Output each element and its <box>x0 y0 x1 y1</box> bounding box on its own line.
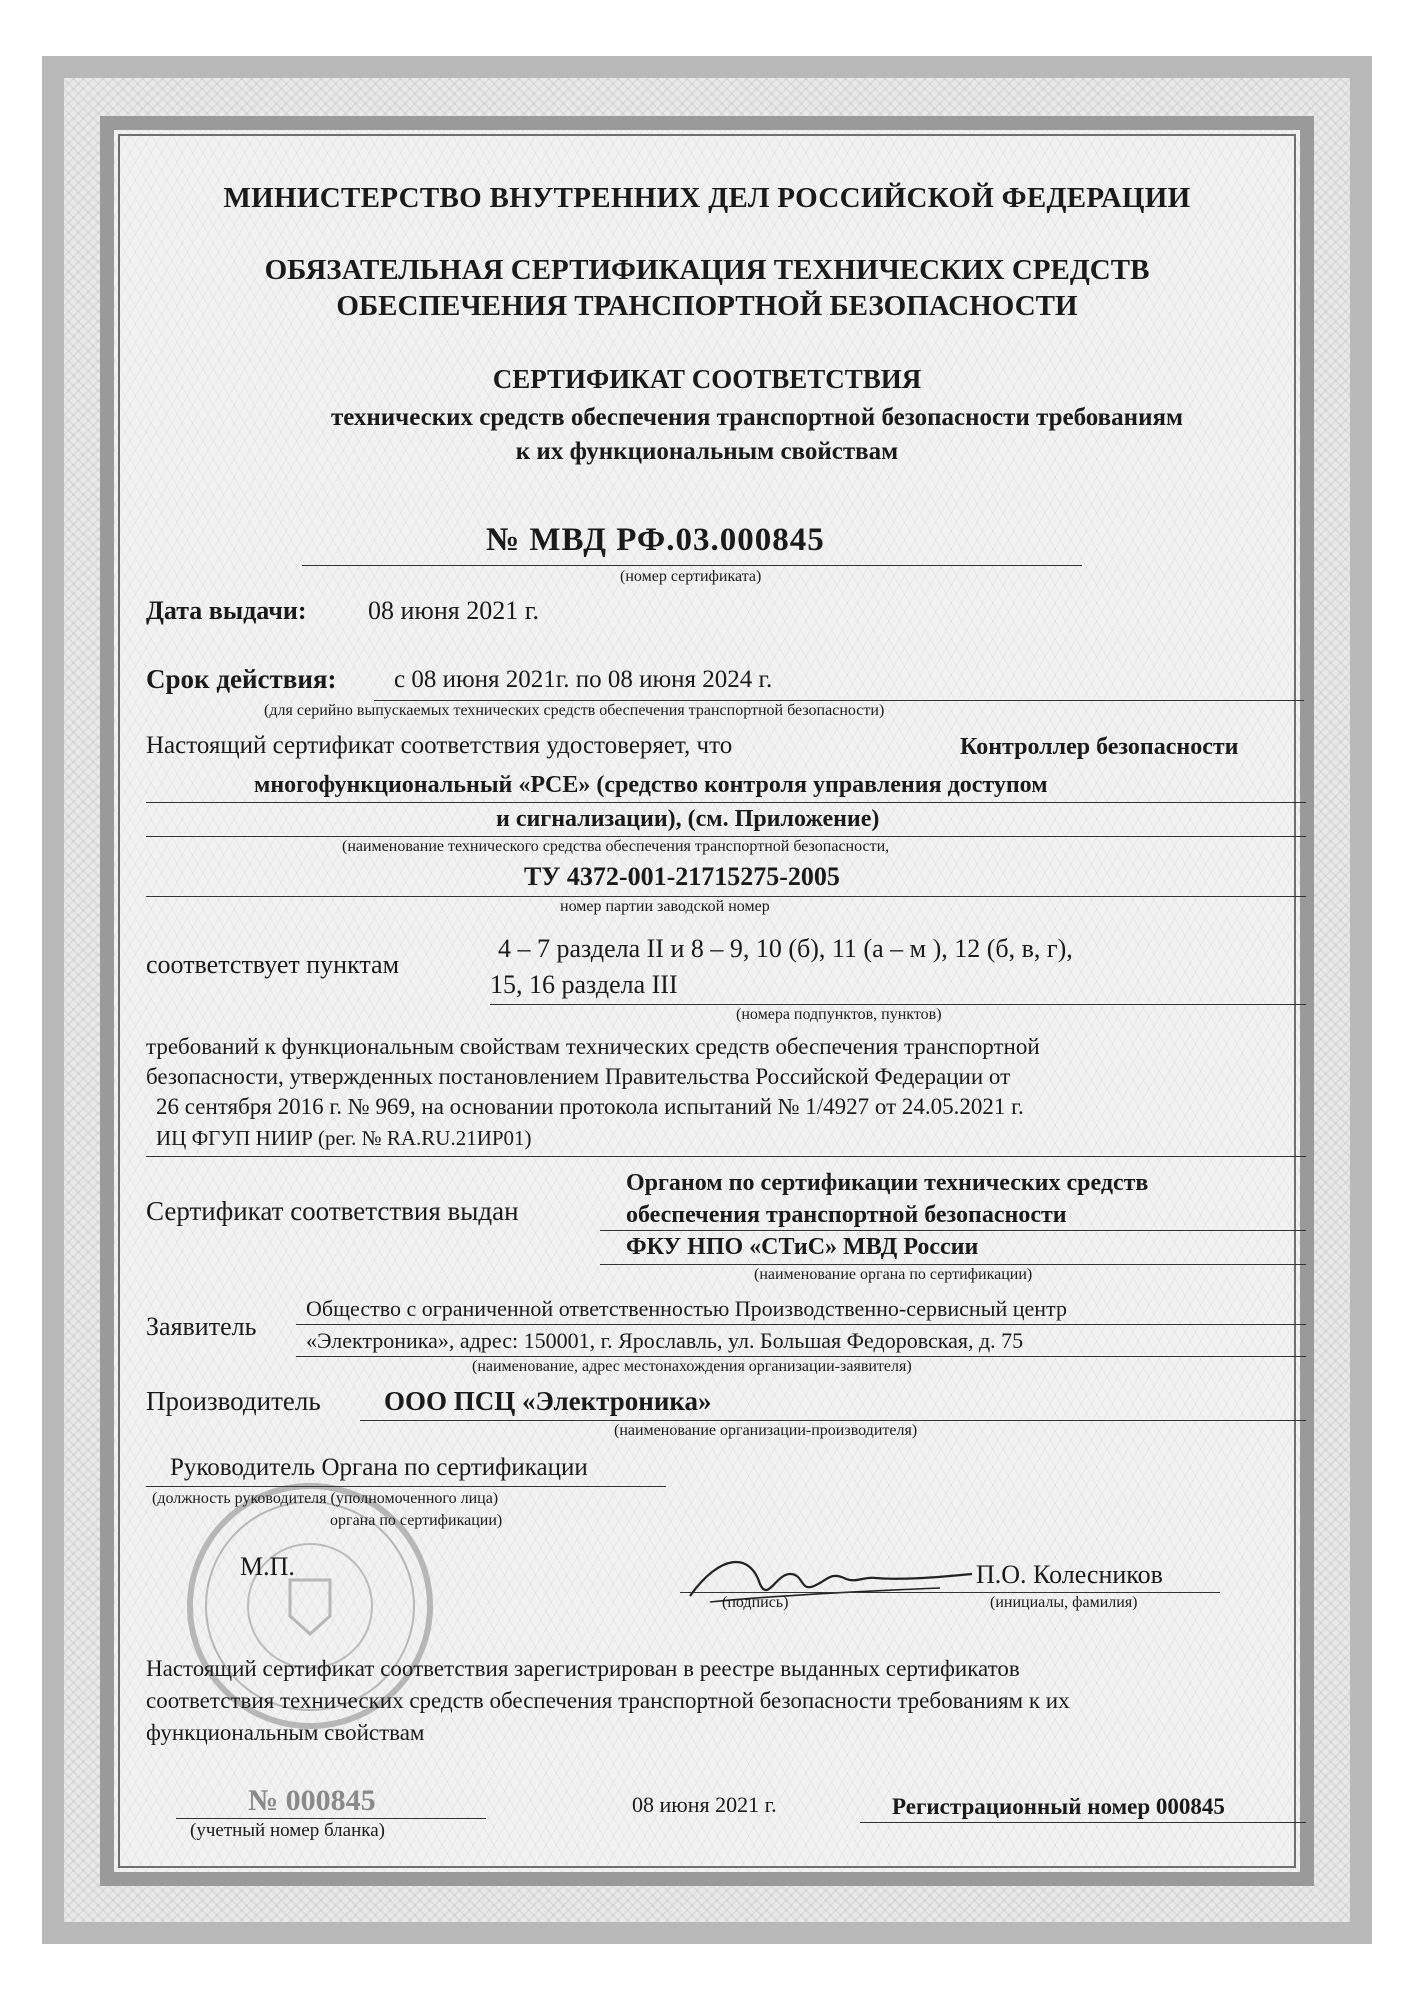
manufacturer-caption: (наименование организации-производителя) <box>614 1422 918 1439</box>
applicant-label: Заявитель <box>146 1312 257 1341</box>
requirements-line2: безопасности, утвержденных постановлением Правительства Российской Федерации от <box>146 1064 1011 1089</box>
issued-label: Сертификат соответствия выдан <box>146 1196 519 1226</box>
registered-line3: функциональным свойствам <box>146 1720 425 1745</box>
manufacturer-value: ООО ПСЦ «Электроника» <box>384 1386 712 1416</box>
underline <box>360 1420 1306 1421</box>
underline <box>146 1156 1306 1157</box>
product-caption: (наименование технического средства обеспечения транспортной безопасности, <box>342 838 890 855</box>
certificate-subtitle-line2: к их функциональным свойствам <box>515 438 899 465</box>
underline <box>296 1356 1306 1357</box>
applicant-line1: Общество с ограниченной ответственностью Производственно-сервисный центр <box>306 1296 1067 1321</box>
underline <box>860 1822 1306 1823</box>
points-caption: (номера подпунктов, пунктов) <box>736 1006 942 1023</box>
certificate-number: № МВД РФ.03.000845 <box>486 522 825 558</box>
registration-number: Регистрационный номер 000845 <box>892 1794 1225 1819</box>
requirements-line3: 26 сентября 2016 г. № 969, на основании протокола испытаний № 1/4927 от 24.05.2021 г. <box>156 1094 1024 1119</box>
underline <box>680 1592 1220 1593</box>
signature-caption: (подпись) <box>722 1594 789 1611</box>
underline <box>146 1486 666 1487</box>
issuer-line3: ФКУ НПО «СТиС» МВД России <box>626 1234 979 1260</box>
blank-number-caption: (учетный номер бланка) <box>190 1820 385 1841</box>
registered-line2: соответствия технических средств обеспечения транспортной безопасности требованиям к их <box>146 1688 1070 1713</box>
requirements-line1: требований к функциональным свойствам технических средств обеспечения транспортной <box>146 1034 1040 1059</box>
name-caption: (инициалы, фамилия) <box>990 1594 1138 1611</box>
issuer-caption: (наименование органа по сертификации) <box>754 1266 1033 1283</box>
certificate-title: СЕРТИФИКАТ СООТВЕТСТВИЯ <box>492 364 922 394</box>
registration-date: 08 июня 2021 г. <box>632 1792 777 1817</box>
registered-line1: Настоящий сертификат соответствия зарегистрирован в реестре выданных сертификатов <box>146 1656 1020 1681</box>
seal-place-mark: М.П. <box>240 1552 295 1581</box>
certification-heading-line1: ОБЯЗАТЕЛЬНАЯ СЕРТИФИКАЦИЯ ТЕХНИЧЕСКИХ СРЕДСТВ <box>264 254 1150 286</box>
tu-caption: номер партии заводской номер <box>560 898 770 915</box>
applicant-line2: «Электроника», адрес: 150001, г. Ярославль, ул. Большая Федоровская, д. 75 <box>306 1328 1024 1353</box>
blank-number: № 000845 <box>248 1784 376 1817</box>
issue-date: 08 июня 2021 г. <box>368 596 539 625</box>
certificate-subtitle-line1: технических средств обеспечения транспортной безопасности требованиям <box>330 404 1184 431</box>
ministry-heading: МИНИСТЕРСТВО ВНУТРЕННИХ ДЕЛ РОССИЙСКОЙ ФЕДЕРАЦИИ <box>223 182 1191 214</box>
validity-value: с 08 июня 2021г. по 08 июня 2024 г. <box>394 666 773 693</box>
validity-caption: (для серийно выпускаемых технических средств обеспечения транспортной безопасности) <box>264 702 885 719</box>
head-caption-line1: (должность руководителя (уполномоченного лица) <box>152 1490 499 1507</box>
issuer-line1: Органом по сертификации технических средств <box>626 1170 1149 1196</box>
certifies-text: Настоящий сертификат соответствия удостоверяет, что <box>146 732 733 759</box>
tu-number: ТУ 4372-001-21715275-2005 <box>524 862 840 891</box>
underline <box>146 836 1306 837</box>
manufacturer-label: Производитель <box>146 1386 321 1416</box>
product-line1: Контроллер безопасности <box>960 734 1239 760</box>
underline <box>146 802 1306 803</box>
issuer-line2: обеспечения транспортной безопасности <box>626 1202 1067 1228</box>
underline <box>176 1818 486 1819</box>
head-position: Руководитель Органа по сертификации <box>170 1454 588 1481</box>
conforms-label: соответствует пунктам <box>146 950 400 979</box>
underline <box>490 1004 1306 1005</box>
underline <box>302 565 1082 566</box>
underline <box>600 1230 1306 1231</box>
points-line1: 4 – 7 раздела II и 8 – 9, 10 (б), 11 (а – м ), 12 (б, в, г), <box>498 934 1073 963</box>
underline <box>146 896 1306 897</box>
points-line2: 15, 16 раздела III <box>490 970 678 999</box>
underline <box>600 1264 1306 1265</box>
head-caption-line2: органа по сертификации) <box>330 1512 503 1529</box>
signer-name: П.О. Колесников <box>976 1560 1163 1589</box>
certificate-number-caption: (номер сертификата) <box>620 568 762 585</box>
underline <box>296 1324 1306 1325</box>
underline <box>374 700 1304 701</box>
product-line3: и сигнализации), (см. Приложение) <box>496 806 880 832</box>
certification-heading-line2: ОБЕСПЕЧЕНИЯ ТРАНСПОРТНОЙ БЕЗОПАСНОСТИ <box>336 290 1078 322</box>
product-line2: многофункциональный «PCE» (средство контроля управления доступом <box>254 772 1048 798</box>
applicant-caption: (наименование, адрес местонахождения организации-заявителя) <box>472 1358 912 1375</box>
requirements-line4: ИЦ ФГУП НИИР (рег. № RA.RU.21ИР01) <box>156 1126 532 1150</box>
validity-label: Срок действия: <box>146 664 337 694</box>
issue-date-label: Дата выдачи: <box>146 596 307 625</box>
